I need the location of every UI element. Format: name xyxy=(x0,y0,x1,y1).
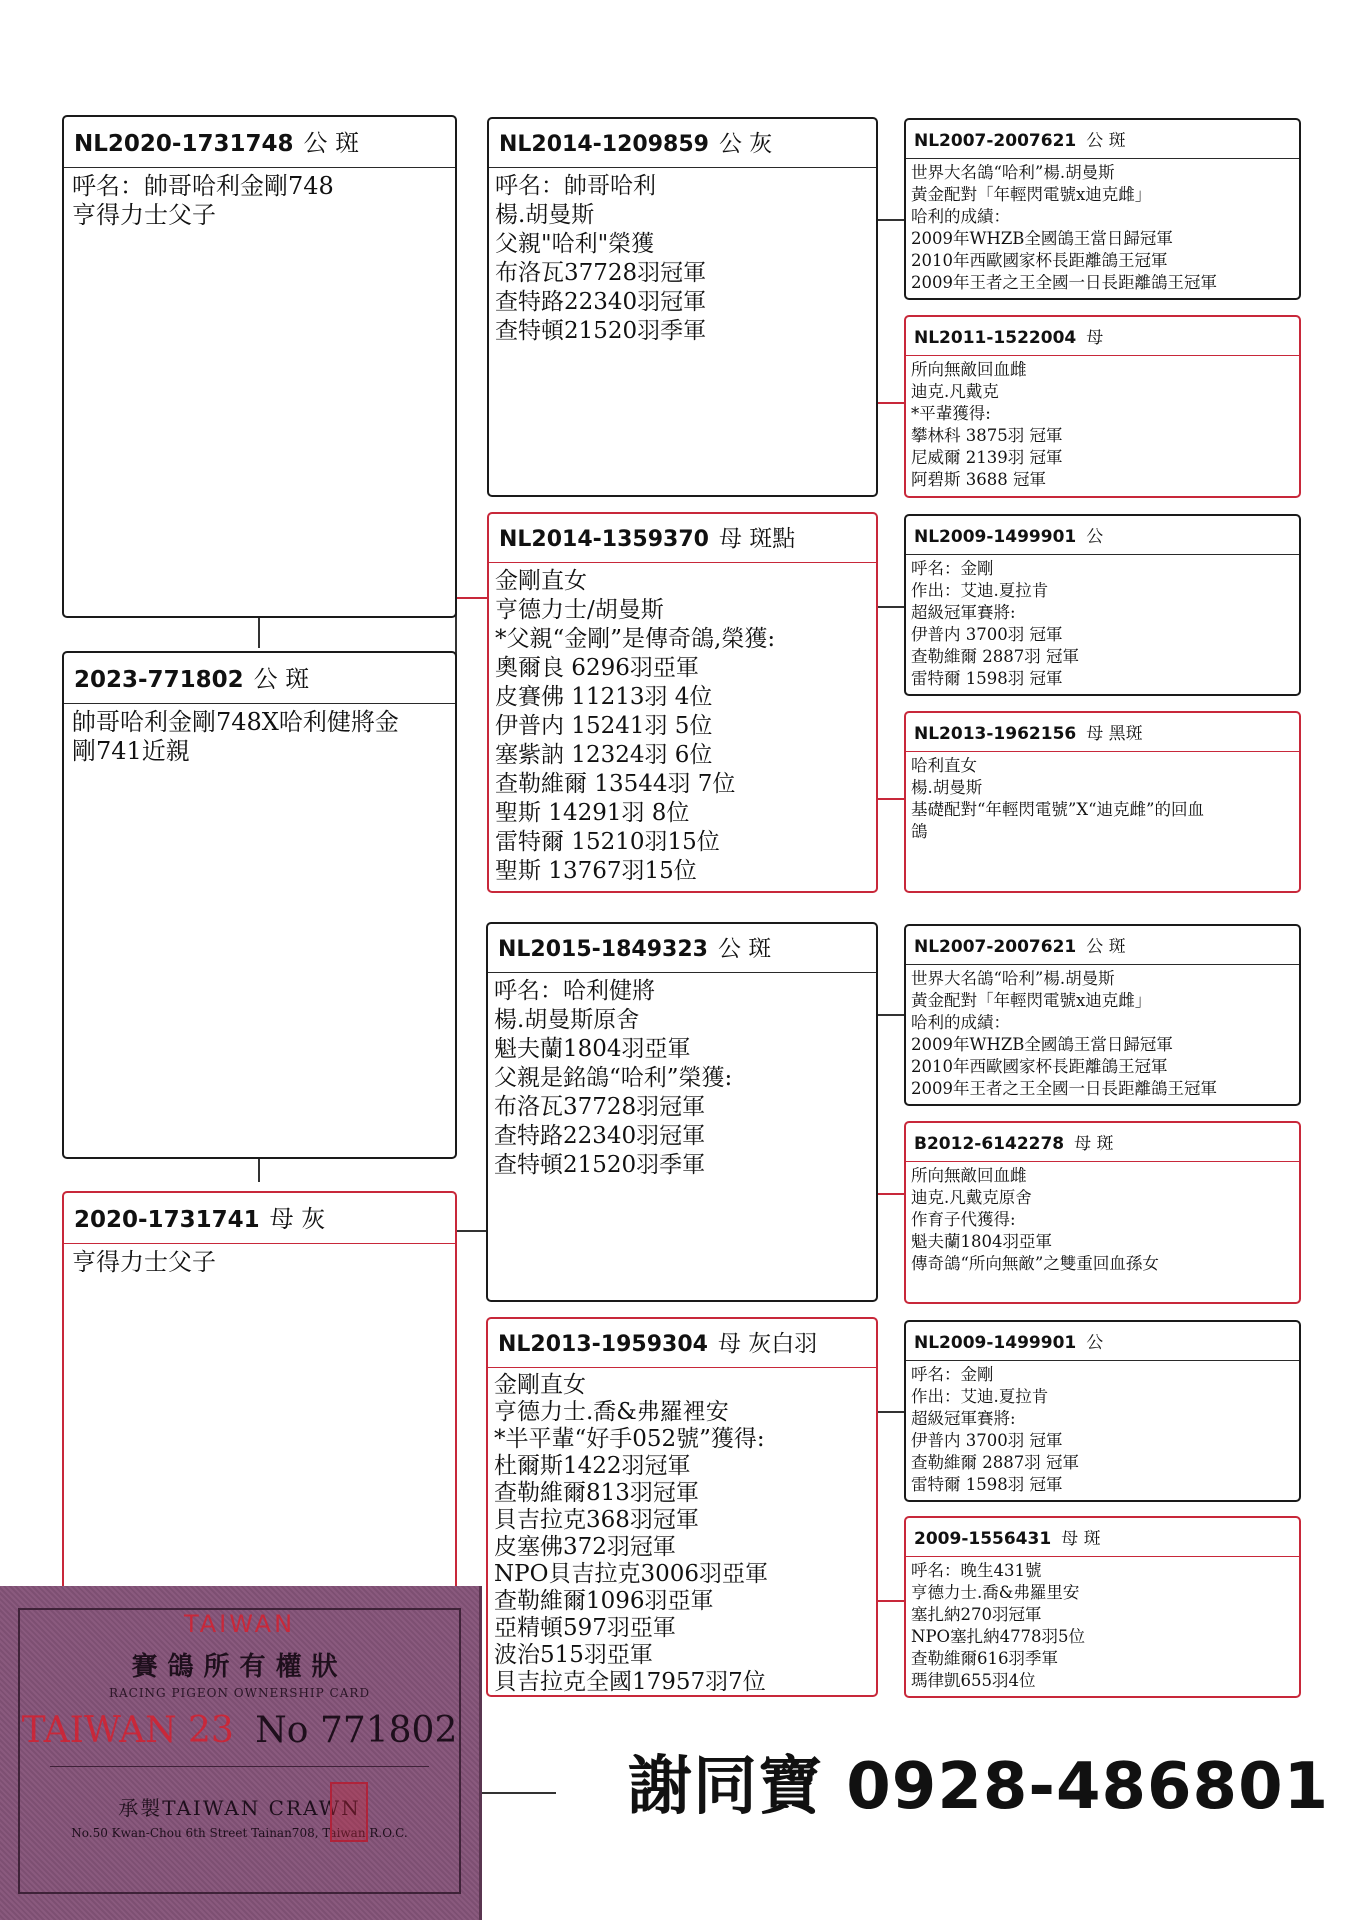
note-line: 亨得力士父子 xyxy=(72,201,216,229)
sex-color: 母 xyxy=(1086,328,1104,348)
sex-color: 母 灰白羽 xyxy=(717,1331,818,1357)
pedigree-notes xyxy=(488,973,876,1184)
note-line: 楊.胡曼斯 xyxy=(911,778,983,797)
sex-color: 母 斑點 xyxy=(718,526,796,552)
note-line: 金剛直女 xyxy=(494,1372,586,1398)
note-line: 魁夫蘭1804羽亞軍 xyxy=(911,1232,1052,1251)
note-line: 基礎配對“年輕閃電號”X“迪克雌”的回血 xyxy=(911,800,1204,819)
card-country: TAIWAN xyxy=(183,1610,296,1638)
note-line: 聖斯 13767羽15位 xyxy=(495,858,697,884)
note-line: 亨德力士.喬&弗羅裡安 xyxy=(494,1399,729,1425)
note-line: 皮塞佛372羽冠軍 xyxy=(494,1534,676,1560)
note-line: 呼名：金剛 xyxy=(911,559,994,578)
note-line: 波治515羽亞軍 xyxy=(494,1642,653,1668)
sex-color: 母 斑 xyxy=(1074,1134,1114,1154)
note-line: 2009年王者之王全國一日長距離鴿王冠軍 xyxy=(911,273,1217,292)
note-line: 查特路22340羽冠軍 xyxy=(495,289,707,315)
signature-line xyxy=(482,1792,556,1794)
note-line: 查特頓21520羽季軍 xyxy=(495,318,707,344)
note-line: 父親"哈利"榮獲 xyxy=(495,231,655,257)
ring-number: NL2014-1359370 xyxy=(499,527,709,552)
note-line: 貝吉拉克368羽冠軍 xyxy=(494,1507,699,1533)
note-line: 超級冠軍賽將: xyxy=(911,603,1016,622)
sex-color: 公 斑 xyxy=(717,936,772,962)
note-line: 2009年WHZB全國鴿王當日歸冠軍 xyxy=(911,1035,1173,1054)
pedigree-notes xyxy=(489,168,876,350)
note-line: 亨德力士.喬&弗羅里安 xyxy=(911,1583,1080,1602)
note-line: 伊普内 3700羽 冠軍 xyxy=(911,625,1063,644)
ring-number: 2023-771802 xyxy=(74,667,244,693)
note-line: 伊普内 15241羽 5位 xyxy=(495,713,713,739)
card-subtitle: RACING PIGEON OWNERSHIP CARD xyxy=(108,1686,371,1700)
note-line: *父親“金剛”是傳奇鴿,榮獲: xyxy=(495,626,776,652)
note-line: 呼名：晚生431號 xyxy=(911,1561,1042,1580)
note-line: 鴿 xyxy=(911,822,928,841)
note-line: 黃金配對「年輕閃電號x迪克雌」 xyxy=(911,185,1152,204)
note-line: 父親是銘鴿“哈利”榮獲: xyxy=(494,1065,733,1091)
pedigree-notes xyxy=(906,555,1299,693)
sex-color: 公 斑 xyxy=(303,129,360,157)
ring-number: 2020-1731741 xyxy=(74,1207,260,1233)
note-line: 哈利直女 xyxy=(911,756,977,775)
note-line: 帥哥哈利金剛748X哈利健將金 xyxy=(72,708,399,736)
ring-number: NL2009-1499901 xyxy=(914,1333,1077,1353)
ring-number: NL2014-1209859 xyxy=(499,132,709,157)
note-line: 查勒維爾 2887羽 冠軍 xyxy=(911,647,1079,666)
sex-color: 公 灰 xyxy=(718,131,773,157)
note-line: 聖斯 14291羽 8位 xyxy=(495,800,690,826)
note-line: 塞紫訥 12324羽 6位 xyxy=(495,742,713,768)
note-line: 作出：艾迪.夏拉肯 xyxy=(911,581,1049,600)
pedigree-notes xyxy=(64,1244,455,1281)
note-line: 貝吉拉克全國17957羽7位 xyxy=(494,1669,766,1695)
sex-color: 公 xyxy=(1086,527,1104,547)
note-line: 雷特爾 1598羽 冠軍 xyxy=(911,1475,1063,1494)
note-line: 哈利的成績： xyxy=(911,207,1010,226)
card-title: 賽鴿所有權狀 xyxy=(131,1652,348,1682)
dam-dam-box xyxy=(486,1317,878,1697)
note-line: 世界大名鴿“哈利”楊.胡曼斯 xyxy=(911,163,1115,182)
card-ring-prefix: TAIWAN 23 xyxy=(21,1710,234,1751)
note-line: 雷特爾 15210羽15位 xyxy=(495,829,720,855)
note-line: 瑪律凱655羽4位 xyxy=(911,1671,1036,1690)
note-line: 作育子代獲得: xyxy=(911,1210,1016,1229)
ring-number: B2012-6142278 xyxy=(914,1134,1065,1154)
note-line: 2009年王者之王全國一日長距離鴿王冠軍 xyxy=(911,1079,1217,1098)
note-line: 杜爾斯1422羽冠軍 xyxy=(494,1453,691,1479)
note-line: 呼名：帥哥哈利金剛748 xyxy=(72,172,334,200)
note-line: 查勒維爾1096羽亞軍 xyxy=(494,1588,714,1614)
note-line: 奧爾良 6296羽亞軍 xyxy=(495,655,699,681)
ring-number: NL2020-1731748 xyxy=(74,131,294,157)
note-line: 傳奇鴿“所向無敵”之雙重回血孫女 xyxy=(911,1254,1159,1273)
note-line: 查勒維爾 13544羽 7位 xyxy=(495,771,736,797)
note-line: 剛741近親 xyxy=(72,737,190,765)
pedigree-notes xyxy=(906,1557,1299,1695)
ownership-card xyxy=(0,1586,482,1920)
note-line: 亨德力士/胡曼斯 xyxy=(495,597,664,623)
pedigree-notes xyxy=(906,159,1299,297)
ring-number: 2009-1556431 xyxy=(914,1529,1052,1549)
note-line: 魁夫蘭1804羽亞軍 xyxy=(494,1036,691,1062)
note-line: 查勒維爾616羽季軍 xyxy=(911,1649,1058,1668)
dsd-box xyxy=(904,1121,1301,1304)
sire-box xyxy=(62,115,457,618)
note-line: 攀林科 3875羽 冠軍 xyxy=(911,426,1063,445)
card-maker: 承製TAIWAN CRAWN xyxy=(118,1796,361,1820)
sex-color: 公 斑 xyxy=(1086,131,1126,151)
note-line: 亨得力士父子 xyxy=(72,1248,216,1276)
sire-sire-box xyxy=(487,117,878,497)
note-line: 呼名：金剛 xyxy=(911,1365,994,1384)
sex-color: 母 斑 xyxy=(1061,1529,1101,1549)
ring-number: NL2015-1849323 xyxy=(498,937,708,962)
note-line: 塞扎納270羽冠軍 xyxy=(911,1605,1042,1624)
note-line: 呼名：哈利健將 xyxy=(494,978,655,1004)
pedigree-notes xyxy=(906,752,1299,846)
sire-dam-box xyxy=(487,512,878,893)
note-line: 皮賽佛 11213羽 4位 xyxy=(495,684,713,710)
sex-color: 公 斑 xyxy=(253,665,310,693)
pedigree-notes xyxy=(906,1361,1299,1499)
pedigree-notes xyxy=(489,563,876,890)
note-line: 雷特爾 1598羽 冠軍 xyxy=(911,669,1063,688)
ring-number: NL2013-1962156 xyxy=(914,724,1077,744)
note-line: 所向無敵回血雌 xyxy=(911,360,1027,379)
note-line: 2010年西歐國家杯長距離鴿王冠軍 xyxy=(911,251,1168,270)
pedigree-notes xyxy=(906,356,1299,494)
note-line: 亞精頓597羽亞軍 xyxy=(494,1615,676,1641)
note-line: NPO貝吉拉克3006羽亞軍 xyxy=(494,1561,768,1587)
dam-box xyxy=(62,1191,457,1591)
note-line: 伊普内 3700羽 冠軍 xyxy=(911,1431,1063,1450)
note-line: 查勒維爾813羽冠軍 xyxy=(494,1480,699,1506)
card-stamp xyxy=(330,1782,368,1842)
note-line: 楊.胡曼斯 xyxy=(495,202,595,228)
pedigree-notes xyxy=(906,965,1299,1103)
note-line: 查特頓21520羽季軍 xyxy=(494,1152,706,1178)
sds-box xyxy=(904,514,1301,696)
card-ring-number: 771802 xyxy=(319,1710,458,1751)
note-line: 查特路22340羽冠軍 xyxy=(494,1123,706,1149)
note-line: 黃金配對「年輕閃電號x迪克雌」 xyxy=(911,991,1152,1010)
sss-box xyxy=(904,118,1301,300)
ring-number: NL2009-1499901 xyxy=(914,527,1077,547)
note-line: 2010年西歐國家杯長距離鴿王冠軍 xyxy=(911,1057,1168,1076)
note-line: 世界大名鴿“哈利”楊.胡曼斯 xyxy=(911,969,1115,988)
ring-number: NL2007-2007621 xyxy=(914,131,1077,151)
sex-color: 母 黑斑 xyxy=(1086,724,1143,744)
pedigree-notes xyxy=(906,1162,1299,1278)
ddd-box xyxy=(904,1516,1301,1698)
note-line: 阿碧斯 3688 冠軍 xyxy=(911,470,1046,489)
note-line: 作出：艾迪.夏拉肯 xyxy=(911,1387,1049,1406)
sdd-box xyxy=(904,711,1301,893)
note-line: 布洛瓦37728羽冠軍 xyxy=(494,1094,706,1120)
card-no-label: No xyxy=(255,1710,309,1751)
note-line: *平輩獲得: xyxy=(911,404,991,423)
subject-box xyxy=(62,651,457,1159)
dds-box xyxy=(904,1320,1301,1502)
note-line: 查勒維爾 2887羽 冠軍 xyxy=(911,1453,1079,1472)
card-ring-line xyxy=(0,1710,479,1751)
note-line: 哈利的成績： xyxy=(911,1013,1010,1032)
note-line: 迪克.凡戴克 xyxy=(911,382,999,401)
note-line: NPO塞扎納4778羽5位 xyxy=(911,1627,1086,1646)
note-line: 呼名：帥哥哈利 xyxy=(495,173,656,199)
owner-contact: 謝同寶 0928-486801 xyxy=(628,1750,1330,1824)
pedigree-notes xyxy=(488,1368,876,1697)
note-line: 金剛直女 xyxy=(495,568,587,594)
note-line: 超級冠軍賽將: xyxy=(911,1409,1016,1428)
card-divider xyxy=(50,1766,429,1767)
pedigree-notes xyxy=(64,704,455,770)
sex-color: 公 斑 xyxy=(1086,937,1126,957)
note-line: 尼威爾 2139羽 冠軍 xyxy=(911,448,1063,467)
note-line: 布洛瓦37728羽冠軍 xyxy=(495,260,707,286)
ring-number: NL2013-1959304 xyxy=(498,1332,708,1357)
dam-sire-box xyxy=(486,922,878,1302)
dss-box xyxy=(904,924,1301,1106)
ring-number: NL2007-2007621 xyxy=(914,937,1077,957)
note-line: *半平輩“好手052號”獲得: xyxy=(494,1426,765,1452)
note-line: 所向無敵回血雌 xyxy=(911,1166,1027,1185)
note-line: 楊.胡曼斯原舍 xyxy=(494,1007,640,1033)
note-line: 迪克.凡戴克原舍 xyxy=(911,1188,1032,1207)
note-line: 2009年WHZB全國鴿王當日歸冠軍 xyxy=(911,229,1173,248)
card-address: No.50 Kwan-Chou 6th Street Tainan708, Taiwan R.O.C. xyxy=(71,1826,408,1840)
ssd-box xyxy=(904,315,1301,498)
pedigree-notes xyxy=(64,168,455,234)
ring-number: NL2011-1522004 xyxy=(914,328,1077,348)
sex-color: 母 灰 xyxy=(269,1205,326,1233)
sex-color: 公 xyxy=(1086,1333,1104,1353)
